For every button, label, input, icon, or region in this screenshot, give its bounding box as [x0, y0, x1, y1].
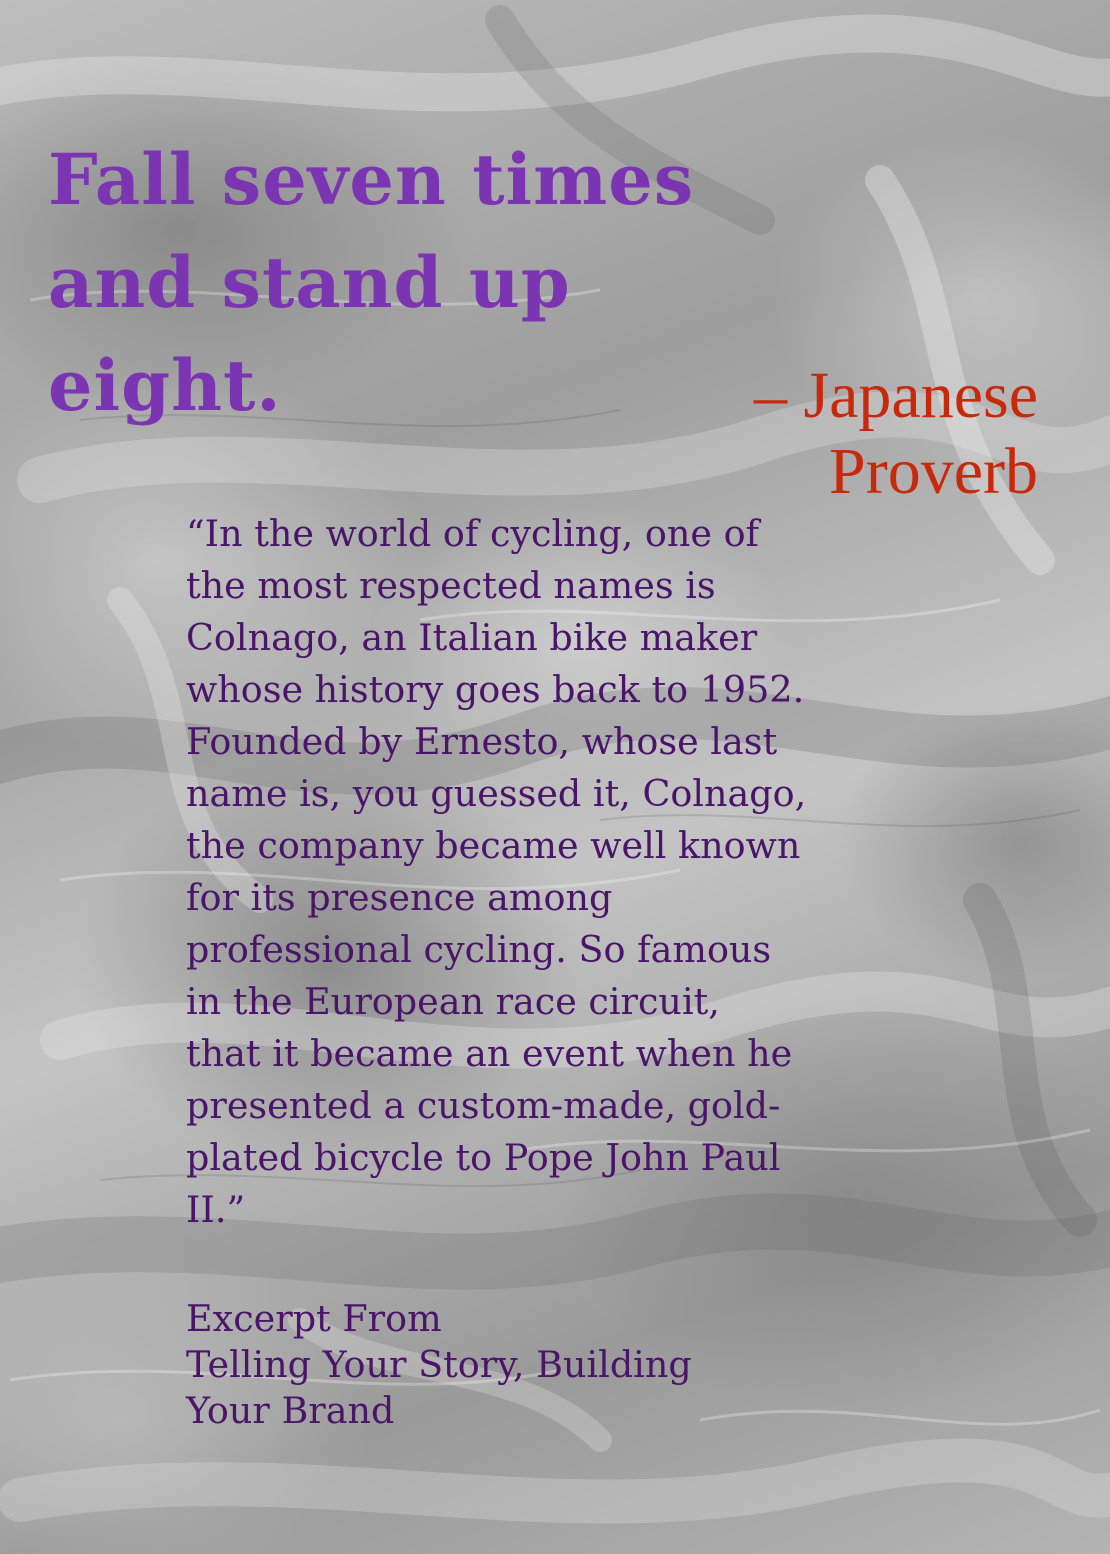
quote-line: and stand up [48, 241, 571, 324]
excerpt-line: II.” [186, 1188, 246, 1231]
quote-line: eight. [48, 344, 282, 427]
excerpt-source [186, 1296, 926, 1434]
excerpt-line: Colnago, an Italian bike maker [186, 616, 758, 659]
excerpt-line: “In the world of cycling, one of [186, 512, 760, 555]
excerpt-line: Founded by Ernesto, whose last [186, 720, 778, 763]
excerpt-paragraph [186, 508, 926, 1236]
attribution-line: Proverb [829, 435, 1038, 508]
excerpt-line: name is, you guessed it, Colnago, [186, 772, 807, 815]
excerpt-line: the most respected names is [186, 564, 716, 607]
attribution-line: – Japanese [753, 359, 1038, 432]
excerpt-line: professional cycling. So famous [186, 928, 772, 971]
excerpt-line: the company became well known [186, 824, 801, 867]
source-line: Excerpt From [186, 1297, 442, 1340]
source-line: Telling Your Story, Building [186, 1343, 692, 1386]
excerpt-line: that it became an event when he [186, 1032, 793, 1075]
excerpt-line: in the European race circuit, [186, 980, 720, 1023]
proverb-quote [48, 128, 808, 437]
excerpt-line: for its presence among [186, 876, 613, 919]
proverb-attribution [754, 358, 1038, 510]
excerpt-line: plated bicycle to Pope John Paul [186, 1136, 781, 1179]
source-line: Your Brand [186, 1389, 395, 1432]
excerpt-line: presented a custom-made, gold- [186, 1084, 781, 1127]
excerpt-line: whose history goes back to 1952. [186, 668, 805, 711]
quote-line: Fall seven times [48, 138, 695, 221]
